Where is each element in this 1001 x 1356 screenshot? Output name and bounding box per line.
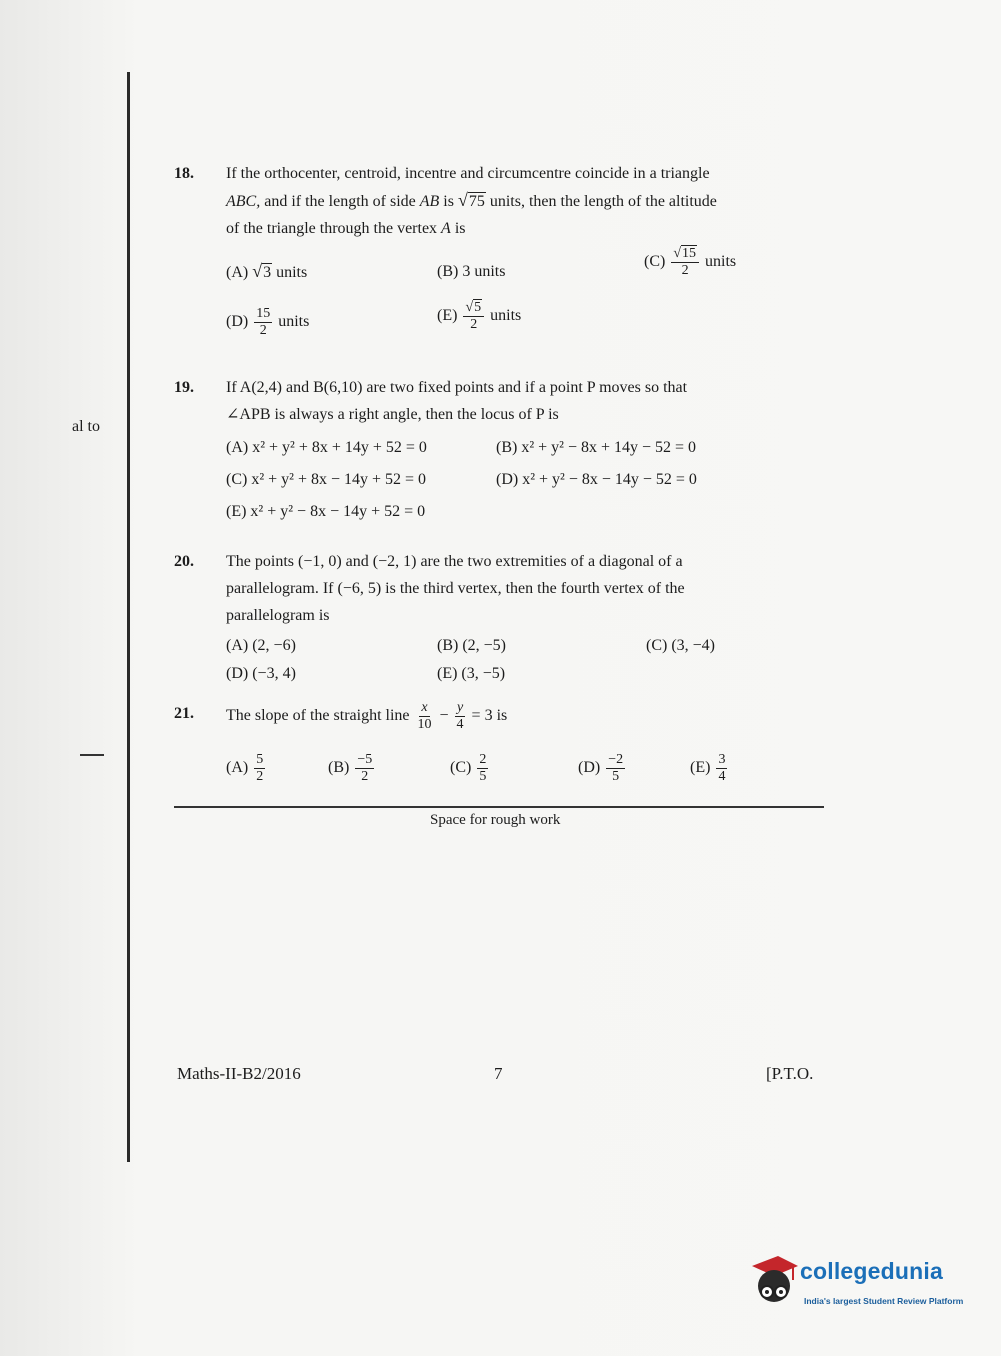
paper-code: Maths-II-B2/2016 xyxy=(177,1064,301,1083)
rough-work-divider xyxy=(174,806,824,808)
fraction: $\frac{-2}{5}$ xyxy=(608,752,624,784)
option-d: (D) (−3, 4) xyxy=(226,665,296,682)
pto-label: [P.T.O. xyxy=(766,1064,814,1083)
question-text: The points (−1, 0) and (−2, 1) are the two extremities of a diagonal of a parallelogram. If (−6, 5) is the third vertex, then the fourth vertex of the parallelogram is xyxy=(226,553,685,624)
option-b: (B) 3 units xyxy=(437,263,506,280)
logo-tagline: India's largest Student Review Platform xyxy=(804,1296,964,1306)
fraction: $\frac{15}{2}$ xyxy=(256,306,271,338)
fraction: $\frac{x}{10}$ xyxy=(417,700,432,732)
question-number: 20. xyxy=(174,553,194,570)
option-c: (C) (3, −4) xyxy=(646,637,716,654)
fraction: $\frac{√5}{2}$ xyxy=(463,300,484,333)
option-b: (B) $\frac{-5}{2}$ xyxy=(328,752,373,784)
rough-work-label: Space for rough work xyxy=(430,812,561,828)
option-a: (A) $\frac{5}{2}$ xyxy=(226,752,264,784)
margin-text-fragment: al to xyxy=(72,418,100,435)
option-b: (B) x² + y² − 8x + 14y − 52 = 0 xyxy=(496,439,697,456)
option-a: (A) x² + y² + 8x + 14y + 52 = 0 xyxy=(226,439,427,456)
logo-wordmark: collegedunia xyxy=(800,1258,943,1284)
fraction: $\frac{2}{5}$ xyxy=(479,752,487,784)
sqrt-symbol: √75 xyxy=(457,190,485,210)
page-number: 7 xyxy=(494,1064,503,1083)
question-text: If the orthocenter, centroid, incentre and circumcentre coincide in a triangle ABC, and if the length of side AB is √75 units, then the length of the altitude of the triangle through the vertex A is xyxy=(226,165,717,237)
option-c: (C) x² + y² + 8x − 14y + 52 = 0 xyxy=(226,471,427,488)
question-number: 18. xyxy=(174,165,194,182)
option-e: (E) (3, −5) xyxy=(437,665,506,682)
option-e: (E) x² + y² − 8x − 14y + 52 = 0 xyxy=(226,503,426,520)
option-d: (D) x² + y² − 8x − 14y − 52 = 0 xyxy=(496,471,697,488)
fraction: $\frac{y}{4}$ xyxy=(456,700,464,732)
option-a: (A) √3 units xyxy=(226,258,307,286)
fraction: $\frac{3}{4}$ xyxy=(718,752,726,784)
question-number: 19. xyxy=(174,379,194,396)
question-21 xyxy=(174,700,822,800)
option-d: (D) $\frac{15}{2}$ units xyxy=(226,306,310,338)
logo-mascot-icon xyxy=(748,1252,800,1312)
margin-dash xyxy=(80,754,104,756)
option-a: (A) (2, −6) xyxy=(226,637,296,654)
option-e: (E) $\frac{√5}{2}$ units xyxy=(437,300,522,332)
binding-line xyxy=(127,72,130,1162)
question-number: 21. xyxy=(174,705,194,722)
question-text: The slope of the straight line $\frac{x}{10}$ − $\frac{y}{4}$ = 3 is xyxy=(226,700,508,732)
fraction: $\frac{-5}{2}$ xyxy=(357,752,373,784)
option-c: (C) $\frac{√15}{2}$ units xyxy=(644,246,737,278)
option-b: (B) (2, −5) xyxy=(437,637,507,654)
sqrt-symbol: √3 xyxy=(252,261,272,281)
option-c: (C) $\frac{2}{5}$ xyxy=(450,752,487,784)
option-e: (E) $\frac{3}{4}$ xyxy=(690,752,726,784)
question-text: If A(2,4) and B(6,10) are two fixed points and if a point P moves so that ∠APB is always a right angle, then the locus of P is xyxy=(226,379,688,423)
option-d: (D) $\frac{-2}{5}$ xyxy=(578,752,624,784)
question-18 xyxy=(174,160,822,350)
collegedunia-logo xyxy=(748,1252,988,1316)
fraction: $\frac{5}{2}$ xyxy=(256,752,264,784)
fraction: $\frac{√15}{2}$ xyxy=(671,246,699,279)
question-19 xyxy=(174,374,822,524)
question-20 xyxy=(174,548,822,688)
